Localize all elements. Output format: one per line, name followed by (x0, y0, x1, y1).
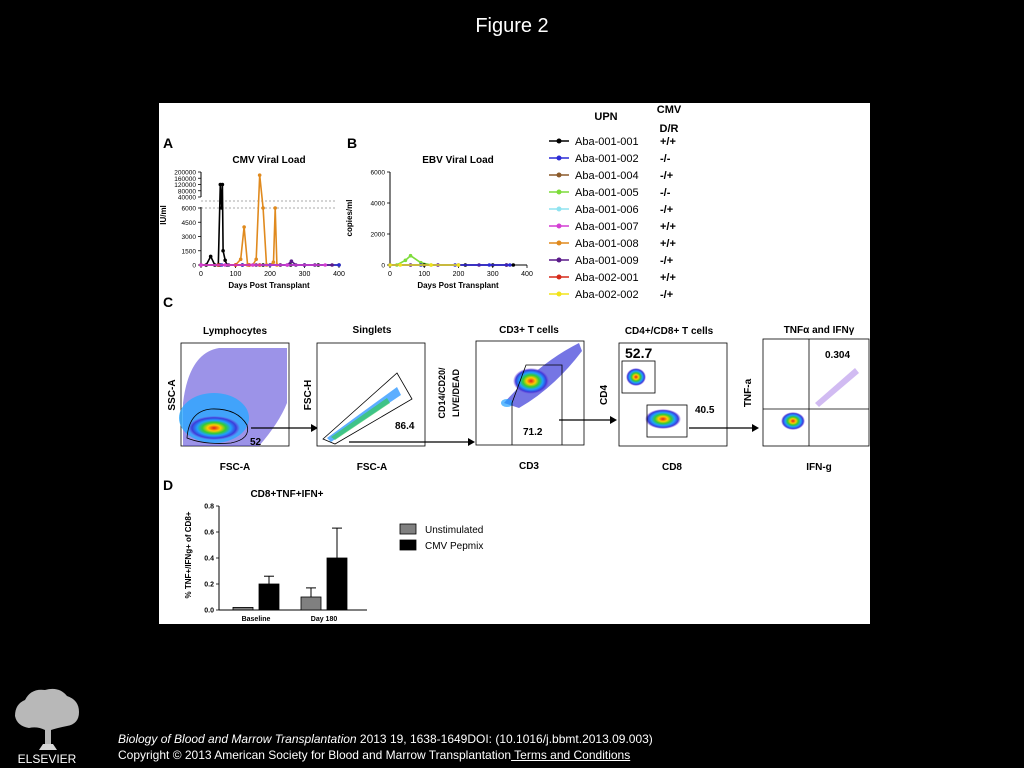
legend-marker-4 (557, 207, 562, 212)
legend-marker-0 (557, 139, 562, 144)
bar-category-label-0: Baseline (241, 616, 271, 623)
cd8-gate-value: 40.5 (695, 405, 715, 416)
citation-line-2 (118, 747, 653, 763)
panel-label-b: B (347, 135, 358, 151)
cmv-y-axis-label: IU/ml (159, 205, 168, 225)
cmv-y-tick-lower-label-3: 4500 (181, 219, 196, 227)
bar-y-tick-label-2: 0.4 (204, 555, 214, 563)
cmv-y-tick-upper-label-0: 40000 (177, 194, 196, 202)
ebv-y-tick-label-1: 2000 (370, 231, 385, 239)
cmv-point-1-5 (223, 258, 227, 262)
legend-marker-6 (557, 241, 562, 246)
legend-header-upn: UPN (594, 111, 618, 123)
legend-upn-7: Aba-001-009 (575, 255, 639, 267)
cmv-y-tick-upper-label-3: 160000 (174, 175, 196, 183)
cmv-x-tick-label-4: 400 (333, 271, 345, 278)
ebv-point-0-3 (409, 254, 413, 258)
legend-dr-8: +/+ (660, 272, 676, 284)
bar-category-label-1: Day 180 (310, 616, 338, 623)
panel-label-d: D (163, 477, 174, 493)
cd3-cloud-minor (501, 399, 513, 407)
cd4-gate-value: 52.7 (625, 345, 653, 361)
legend-upn-8: Aba-002-001 (575, 272, 639, 284)
legend-upn-2: Aba-001-004 (575, 170, 639, 182)
legend-upn-3: Aba-001-005 (575, 187, 639, 199)
slide-title: Figure 2 (475, 15, 549, 37)
cd3-plot (437, 341, 584, 472)
citation-line-1 (118, 731, 653, 747)
legend-dr-7: -/+ (660, 255, 674, 267)
cd3-y-label-line-2: LIVE/DEAD (451, 368, 461, 418)
bar-legend-swatch-1 (400, 540, 416, 550)
cmv-point-6-3 (285, 263, 289, 267)
lymphocytes-y-label: SSC-A (167, 379, 178, 411)
bar-y-tick-label-0: 0.0 (204, 607, 214, 615)
legend-dr-9: -/+ (660, 289, 674, 301)
ebv-point-4-3 (457, 263, 461, 267)
cmv-point-2-6 (258, 173, 262, 177)
ebv-y-axis-label: copies/ml (345, 199, 354, 237)
cmv-point-2-11 (273, 206, 277, 210)
figure-panel (159, 103, 870, 624)
ebv-point-4-1 (398, 263, 402, 267)
singlets-x-label: FSC-A (356, 462, 388, 473)
cmv-y-tick-lower-label-4: 6000 (181, 205, 196, 213)
arrow-3-head (610, 416, 617, 424)
ebv-point-3-4 (508, 263, 512, 267)
bar-chart-title: CD8+TNF+IFN+ (250, 489, 324, 500)
terms-link[interactable]: Terms and Conditions (511, 748, 631, 762)
ebv-y-tick-label-0: 0 (381, 262, 385, 270)
lymphocytes-gate-value: 52 (250, 437, 262, 448)
bar-1-1 (327, 558, 347, 610)
gate-title-lymphocytes: Lymphocytes (202, 326, 268, 337)
legend-marker-2 (557, 173, 562, 178)
cd4-cd8-y-label: CD4 (599, 384, 610, 406)
singlets-gate-value: 86.4 (395, 421, 415, 432)
cmv-y-tick-lower-label-0: 0 (192, 262, 196, 270)
arrow-4-head (752, 424, 759, 432)
ebv-y-tick-label-3: 6000 (370, 169, 385, 177)
gate-title-tnf-ifn: TNFα and IFNγ (783, 325, 855, 336)
legend-dr-3: -/- (660, 187, 671, 199)
elsevier-logo-text: ELSEVIER (17, 752, 77, 766)
bar-1-0 (259, 584, 279, 610)
legend-upn-5: Aba-001-007 (575, 221, 639, 233)
cmv-y-tick-lower-label-1: 1500 (181, 248, 196, 256)
legend-upn-1: Aba-001-002 (575, 153, 639, 165)
cmv-point-2-10 (272, 260, 276, 264)
cmv-x-axis-label: Days Post Transplant (228, 281, 310, 290)
bar-y-tick-label-1: 0.2 (204, 581, 214, 589)
ebv-viral-load-chart (345, 155, 533, 290)
legend-marker-8 (557, 275, 562, 280)
cmv-x-tick-label-3: 300 (298, 271, 311, 278)
legend-dr-6: +/+ (660, 238, 676, 250)
tnf-ifn-plot-frame (763, 339, 869, 446)
gate-title-cd4-cd8: CD4+/CD8+ T cells (624, 326, 714, 337)
cmv-x-tick-label-0: 0 (199, 271, 203, 278)
legend-marker-9 (557, 292, 562, 297)
cmv-point-2-7 (261, 206, 265, 210)
legend-header-dr: D/R (659, 123, 679, 135)
cmv-chart-title: CMV Viral Load (232, 155, 306, 166)
panel-label-c: C (163, 294, 174, 310)
ebv-point-3-3 (488, 263, 492, 267)
legend-marker-3 (557, 190, 562, 195)
legend-marker-7 (557, 258, 562, 263)
lymphocytes-cloud-core (188, 416, 240, 440)
ebv-point-0-2 (404, 259, 408, 263)
lymphocytes-x-label: FSC-A (219, 462, 251, 473)
cd4-cd8-x-label: CD8 (661, 462, 683, 473)
citation-details: 2013 19, 1638-1649DOI: (10.1016/j.bbmt.2013.09.003) (356, 732, 653, 746)
figure-svg (159, 103, 870, 624)
bar-0-0 (233, 607, 253, 610)
cmv-point-4-9 (330, 263, 334, 267)
ebv-y-tick-label-2: 4000 (370, 200, 385, 208)
legend-dr-1: -/- (660, 153, 671, 165)
legend-marker-1 (557, 156, 562, 161)
bar-y-tick-label-3: 0.6 (204, 529, 214, 537)
legend-upn-9: Aba-002-002 (575, 289, 639, 301)
patient-legend (549, 104, 682, 301)
cmv-x-tick-label-1: 100 (229, 271, 242, 278)
cmv-point-6-4 (323, 263, 327, 267)
ebv-point-1-5 (512, 263, 516, 267)
cmv-x-tick-label-2: 200 (264, 271, 276, 278)
legend-marker-5 (557, 224, 562, 229)
ebv-point-4-2 (429, 263, 433, 267)
gate-title-singlets: Singlets (352, 325, 392, 336)
cmv-y-tick-upper-label-1: 80000 (177, 188, 196, 196)
legend-upn-6: Aba-001-008 (575, 238, 639, 250)
tnf-ifn-negative-cluster (781, 412, 805, 430)
legend-upn-0: Aba-001-001 (575, 136, 639, 148)
cd3-cloud-core (513, 368, 549, 394)
bar-y-axis-label: % TNF+/IFNg+ of CD8+ (184, 511, 193, 599)
tnf-ifn-x-label: IFN-g (806, 462, 832, 473)
cmv-series-line-1 (218, 185, 339, 266)
cd8-cluster (645, 409, 681, 429)
cmv-point-1-4 (221, 249, 225, 253)
bar-legend-swatch-0 (400, 524, 416, 534)
cmv-point-6-1 (223, 263, 227, 267)
cmv-point-2-1 (239, 258, 243, 262)
cd3-y-label-line-1: CD14/CD20/ (437, 367, 447, 419)
cmv-series-line-2 (236, 175, 281, 265)
flow-cytometry-panel (167, 325, 869, 473)
cd3-x-label: CD3 (518, 461, 540, 472)
ebv-x-tick-label-2: 200 (452, 271, 465, 278)
lymphocytes-plot (167, 343, 289, 473)
cmv-point-6-0 (199, 263, 203, 267)
cmv-point-1-2 (220, 206, 224, 210)
legend-dr-0: +/+ (660, 136, 676, 148)
bar-legend-label-0: Unstimulated (425, 525, 484, 536)
journal-name: Biology of Blood and Marrow Transplantation (118, 732, 357, 746)
cmv-point-0-2 (209, 255, 213, 259)
legend-upn-4: Aba-001-006 (575, 204, 639, 216)
ebv-x-axis-label: Days Post Transplant (417, 281, 499, 290)
ebv-x-tick-label-0: 0 (388, 271, 392, 278)
legend-header-cmv: CMV (656, 104, 682, 116)
legend-dr-5: +/+ (660, 221, 676, 233)
cd4-cluster (626, 368, 646, 386)
ebv-x-tick-label-1: 100 (418, 271, 431, 278)
cmv-point-3-5 (337, 263, 341, 267)
legend-dr-2: -/+ (660, 170, 674, 182)
cd4-cd8-plot (599, 343, 727, 473)
cmv-y-tick-upper-label-4: 200000 (174, 169, 196, 177)
gate-title-cd3: CD3+ T cells (499, 325, 559, 336)
legend-dr-4: -/+ (660, 204, 674, 216)
ebv-chart-title: EBV Viral Load (422, 155, 494, 166)
panel-label-a: A (163, 135, 174, 151)
ebv-point-4-0 (388, 263, 392, 267)
cmv-point-4-5 (290, 259, 294, 263)
tnf-ifn-y-label: TNF-a (743, 378, 754, 408)
citation-block (118, 731, 653, 763)
ebv-x-tick-label-4: 400 (521, 271, 533, 278)
cmv-point-2-2 (242, 225, 246, 229)
cmv-point-1-3 (221, 183, 225, 187)
cmv-y-tick-upper-label-2: 120000 (174, 182, 196, 189)
copyright-text: Copyright © 2013 American Society for Blood and Marrow Transplantation (118, 748, 512, 762)
singlets-plot (303, 343, 425, 473)
tnf-ifn-plot (743, 339, 869, 473)
ebv-x-tick-label-3: 300 (486, 271, 499, 278)
cmv-viral-load-chart (159, 155, 345, 290)
arrow-2-head (468, 438, 475, 446)
bar-0-1 (301, 597, 321, 610)
cmv-point-2-5 (254, 258, 258, 262)
cd8-tnf-ifn-bar-chart (184, 489, 483, 623)
cmv-point-6-2 (251, 263, 255, 267)
elsevier-logo (9, 682, 85, 766)
bar-legend-label-1: CMV Pepmix (425, 541, 484, 552)
tnf-ifn-gate-value: 0.304 (825, 350, 851, 361)
singlets-y-label: FSC-H (303, 379, 314, 411)
cd3-gate-value: 71.2 (523, 427, 543, 438)
bar-y-tick-label-4: 0.8 (204, 503, 214, 511)
cmv-y-tick-lower-label-2: 3000 (181, 234, 196, 241)
